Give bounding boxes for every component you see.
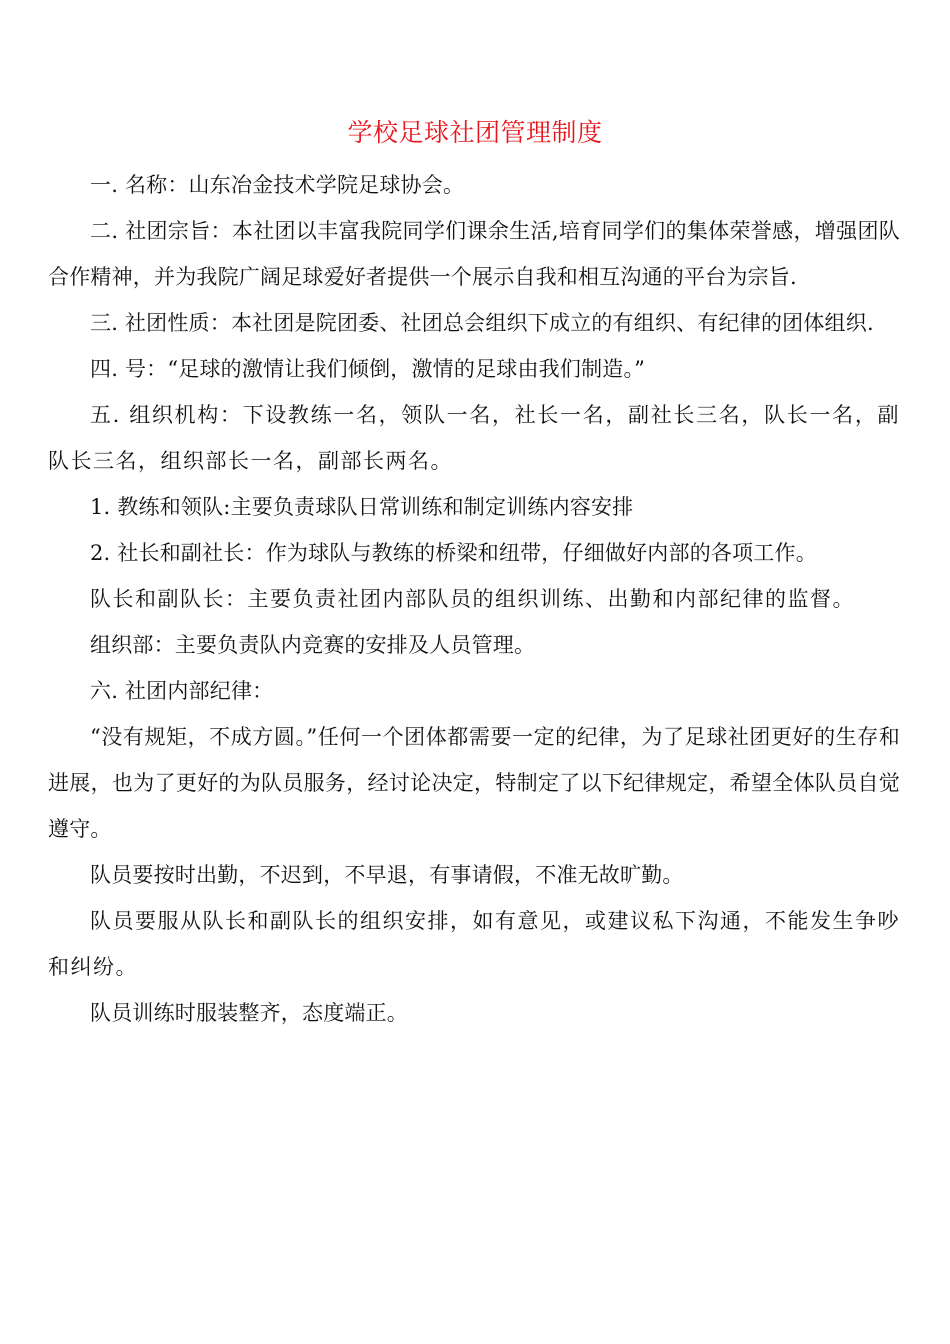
paragraph-rule-attire: 队员训练时服装整齐，态度端正。 <box>90 1001 408 1025</box>
paragraph-captain: 队长和副队长：主要负责社团内部队员的组织训练、出勤和内部纪律的监督。 <box>90 587 855 611</box>
paragraph-organization-dept: 组织部：主要负责队内竞赛的安排及人员管理。 <box>90 633 536 657</box>
paragraph-slogan: 四. 号：“足球的激情让我们倾倒，激情的足球由我们制造。” <box>90 357 646 381</box>
paragraph-discipline-heading: 六. 社团内部纪律： <box>90 679 274 703</box>
paragraph-nature: 三. 社团性质：本社团是院团委、社团总会组织下成立的有组织、有纪律的团体组织. <box>90 311 874 335</box>
document-body <box>48 162 900 1036</box>
paragraph-rule-obey: 队员要服从队长和副队长的组织安排，如有意见，或建议私下沟通，不能发生争吵和纠纷。 <box>48 909 900 979</box>
paragraph-organization: 五. 组织机构：下设教练一名，领队一名，社长一名，副社长三名，队长一名，副队长三名，组织部长一名，副部长两名。 <box>48 403 900 473</box>
paragraph-name: 一. 名称：山东冶金技术学院足球协会。 <box>90 173 465 197</box>
paragraph-purpose: 二. 社团宗旨：本社团以丰富我院同学们课余生活,培育同学们的集体荣誉感，增强团队合作精神，并为我院广阔足球爱好者提供一个展示自我和相互沟通的平台为宗旨. <box>48 219 900 289</box>
paragraph-rule-attendance: 队员要按时出勤，不迟到，不早退，有事请假，不准无故旷勤。 <box>90 863 684 887</box>
document-title: 学校足球社团管理制度 <box>347 118 603 147</box>
paragraph-president: 2. 社长和副社长：作为球队与教练的桥梁和纽带，仔细做好内部的各项工作。 <box>90 541 817 565</box>
paragraph-coach-leader: 1. 教练和领队:主要负责球队日常训练和制定训练内容安排 <box>90 495 634 519</box>
paragraph-discipline-intro: “没有规矩，不成方圆。”任何一个团体都需要一定的纪律，为了足球社团更好的生存和进展，也为了更好的为队员服务，经讨论决定，特制定了以下纪律规定，希望全体队员自觉遵守。 <box>48 725 900 841</box>
